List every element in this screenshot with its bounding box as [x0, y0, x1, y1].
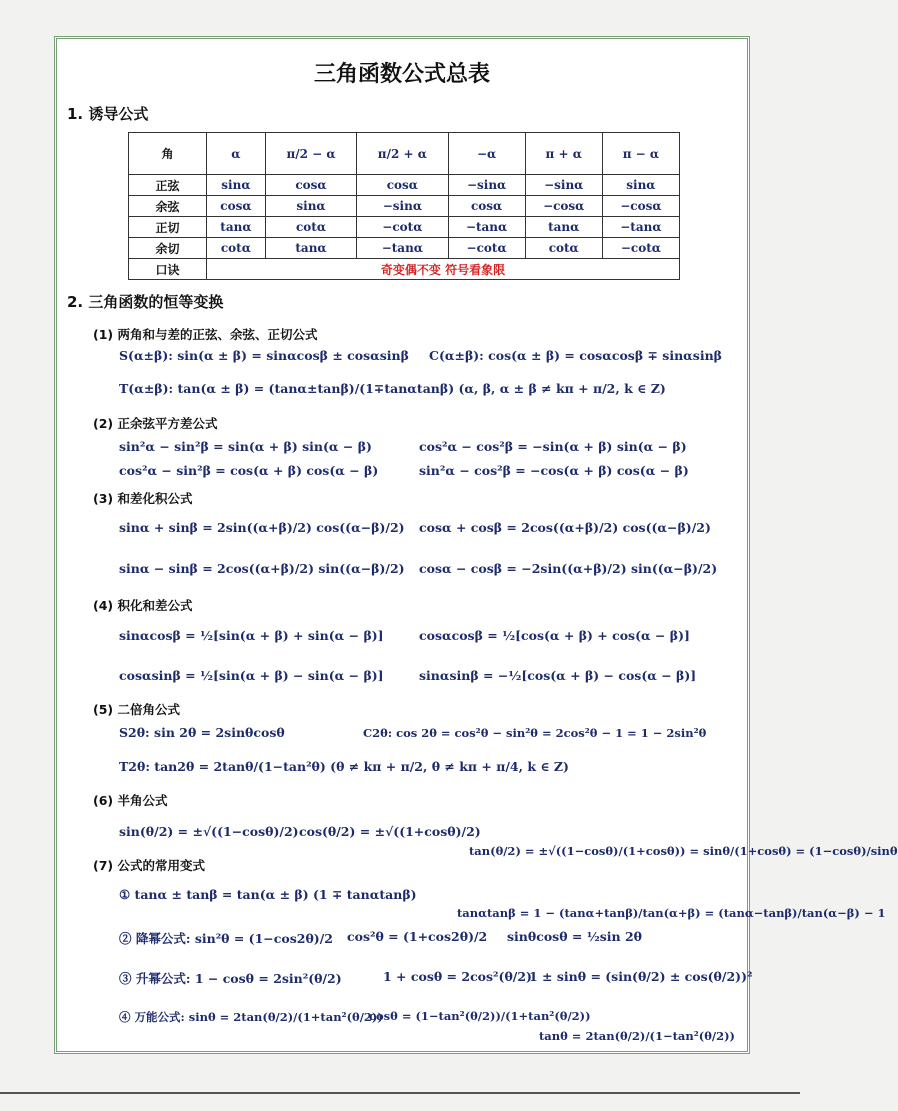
formula: T2θ: tan2θ = 2tanθ/(1−tan²θ) (θ ≠ kπ + π/2, θ ≠ kπ + π/4, k ∈ Z)	[119, 759, 569, 774]
formula: cosαcosβ = ½[cos(α + β) + cos(α − β)]	[419, 628, 690, 643]
page-title: 三角函数公式总表	[313, 62, 490, 87]
table-cell: −cotα	[448, 238, 525, 259]
section-induction-heading: 1. 诱导公式	[67, 105, 149, 123]
formula: 1 ± sinθ = (sin(θ/2) ± cos(θ/2))²	[529, 969, 753, 984]
formula-cos-sum: C(α±β): cos(α ± β) = cosαcosβ ∓ sinαsinβ	[429, 348, 722, 363]
formula: cosα + cosβ = 2cos((α+β)/2) cos((α−β)/2)	[419, 520, 711, 535]
formula: cos(θ/2) = ±√((1+cosθ)/2)	[299, 824, 481, 839]
table-cell: sinα	[602, 175, 679, 196]
table-cell: cotα	[207, 238, 266, 259]
formula: cosα − cosβ = −2sin((α+β)/2) sin((α−β)/2)	[419, 561, 718, 576]
formula: sinθcosθ = ½sin 2θ	[507, 929, 643, 944]
formula: C2θ: cos 2θ = cos²θ − sin²θ = 2cos²θ − 1 = 1 − 2sin²θ	[363, 726, 707, 740]
formula: cos²θ = (1+cos2θ)/2	[347, 929, 488, 944]
formula: S2θ: sin 2θ = 2sinθcosθ	[119, 725, 285, 740]
table-cell: cosα	[357, 175, 448, 196]
table-row	[129, 217, 680, 238]
table-cell: cosα	[207, 196, 266, 217]
table-cell: cosα	[265, 175, 356, 196]
induction-table	[128, 132, 680, 280]
formula: tanθ = 2tan(θ/2)/(1−tan²(θ/2))	[539, 1029, 735, 1043]
table-cell: −tanα	[602, 217, 679, 238]
table-row	[129, 196, 680, 217]
table-cell: −cotα	[357, 217, 448, 238]
table-cell: −cosα	[602, 196, 679, 217]
formula: ① tanα ± tanβ = tan(α ± β) (1 ∓ tanαtanβ)	[119, 887, 417, 902]
row-label: 正切	[129, 217, 207, 238]
divider	[0, 1092, 800, 1094]
formula: sin(θ/2) = ±√((1−cosθ)/2)	[119, 824, 299, 839]
formula: sin²α − cos²β = −cos(α + β) cos(α − β)	[419, 463, 689, 478]
subsection-7-title: (7) 公式的常用变式	[93, 858, 205, 873]
table-cell: tanα	[525, 217, 602, 238]
row-label: 余切	[129, 238, 207, 259]
formula: ④ 万能公式: sinθ = 2tan(θ/2)/(1+tan²(θ/2))	[119, 1010, 383, 1024]
formula: sinα − sinβ = 2cos((α+β)/2) sin((α−β)/2)	[119, 561, 405, 576]
table-cell: cotα	[265, 217, 356, 238]
formula: cos²α − sin²β = cos(α + β) cos(α − β)	[119, 463, 379, 478]
table-cell: −tanα	[357, 238, 448, 259]
subsection-5-title: (5) 二倍角公式	[93, 702, 180, 717]
formula: cosθ = (1−tan²(θ/2))/(1+tan²(θ/2))	[369, 1009, 591, 1023]
formula: sinαsinβ = −½[cos(α + β) − cos(α − β)]	[419, 668, 697, 683]
table-cell: cosα	[448, 196, 525, 217]
formula: tanαtanβ = 1 − (tanα+tanβ)/tan(α+β) = (tanα−tanβ)/tan(α−β) − 1	[457, 906, 886, 920]
table-cell: −sinα	[357, 196, 448, 217]
section-identities-heading: 2. 三角函数的恒等变换	[67, 293, 224, 311]
formula: ② 降幂公式: sin²θ = (1−cos2θ)/2	[119, 931, 333, 946]
subsection-1-title: (1) 两角和与差的正弦、余弦、正切公式	[93, 327, 318, 342]
table-cell: cotα	[525, 238, 602, 259]
table-cell: −sinα	[525, 175, 602, 196]
table-header-cell: 角	[129, 133, 207, 175]
table-row	[129, 238, 680, 259]
table-header-row	[129, 133, 680, 175]
formula: tan(θ/2) = ±√((1−cosθ)/(1+cosθ)) = sinθ/(1+cosθ) = (1−cosθ)/sinθ	[469, 844, 898, 858]
formula-tan-sum: T(α±β): tan(α ± β) = (tanα±tanβ)/(1∓tanαtanβ) (α, β, α ± β ≠ kπ + π/2, k ∈ Z)	[119, 381, 666, 396]
formula: sin²α − sin²β = sin(α + β) sin(α − β)	[119, 439, 372, 454]
formula: sinα + sinβ = 2sin((α+β)/2) cos((α−β)/2)	[119, 520, 405, 535]
subsection-3-title: (3) 和差化积公式	[93, 491, 193, 506]
formula: ③ 升幂公式: 1 − cosθ = 2sin²(θ/2)	[119, 971, 342, 986]
table-cell: tanα	[207, 217, 266, 238]
mnemonic-text: 奇变偶不变 符号看象限	[207, 259, 680, 280]
table-header-cell: π − α	[602, 133, 679, 175]
table-header-cell: α	[207, 133, 266, 175]
subsection-4-title: (4) 积化和差公式	[93, 598, 193, 613]
table-cell: sinα	[265, 196, 356, 217]
table-row	[129, 175, 680, 196]
table-cell: −sinα	[448, 175, 525, 196]
formula-sin-sum: S(α±β): sin(α ± β) = sinαcosβ ± cosαsinβ	[119, 348, 409, 363]
row-label: 正弦	[129, 175, 207, 196]
formula: 1 + cosθ = 2cos²(θ/2)	[383, 969, 532, 984]
subsection-6-title: (6) 半角公式	[93, 793, 168, 808]
table-cell: −tanα	[448, 217, 525, 238]
subsection-2-title: (2) 正余弦平方差公式	[93, 416, 218, 431]
formula: cosαsinβ = ½[sin(α + β) − sin(α − β)]	[119, 668, 384, 683]
table-cell: sinα	[207, 175, 266, 196]
table-cell: −cotα	[602, 238, 679, 259]
row-label: 余弦	[129, 196, 207, 217]
table-header-cell: π/2 − α	[265, 133, 356, 175]
row-label: 口诀	[129, 259, 207, 280]
table-header-cell: π/2 + α	[357, 133, 448, 175]
table-row-mnemonic	[129, 259, 680, 280]
table-header-cell: −α	[448, 133, 525, 175]
formula-sheet	[54, 36, 898, 1054]
table-cell: tanα	[265, 238, 356, 259]
table-header-cell: π + α	[525, 133, 602, 175]
formula: cos²α − cos²β = −sin(α + β) sin(α − β)	[419, 439, 687, 454]
table-cell: −cosα	[525, 196, 602, 217]
formula: sinαcosβ = ½[sin(α + β) + sin(α − β)]	[119, 628, 384, 643]
